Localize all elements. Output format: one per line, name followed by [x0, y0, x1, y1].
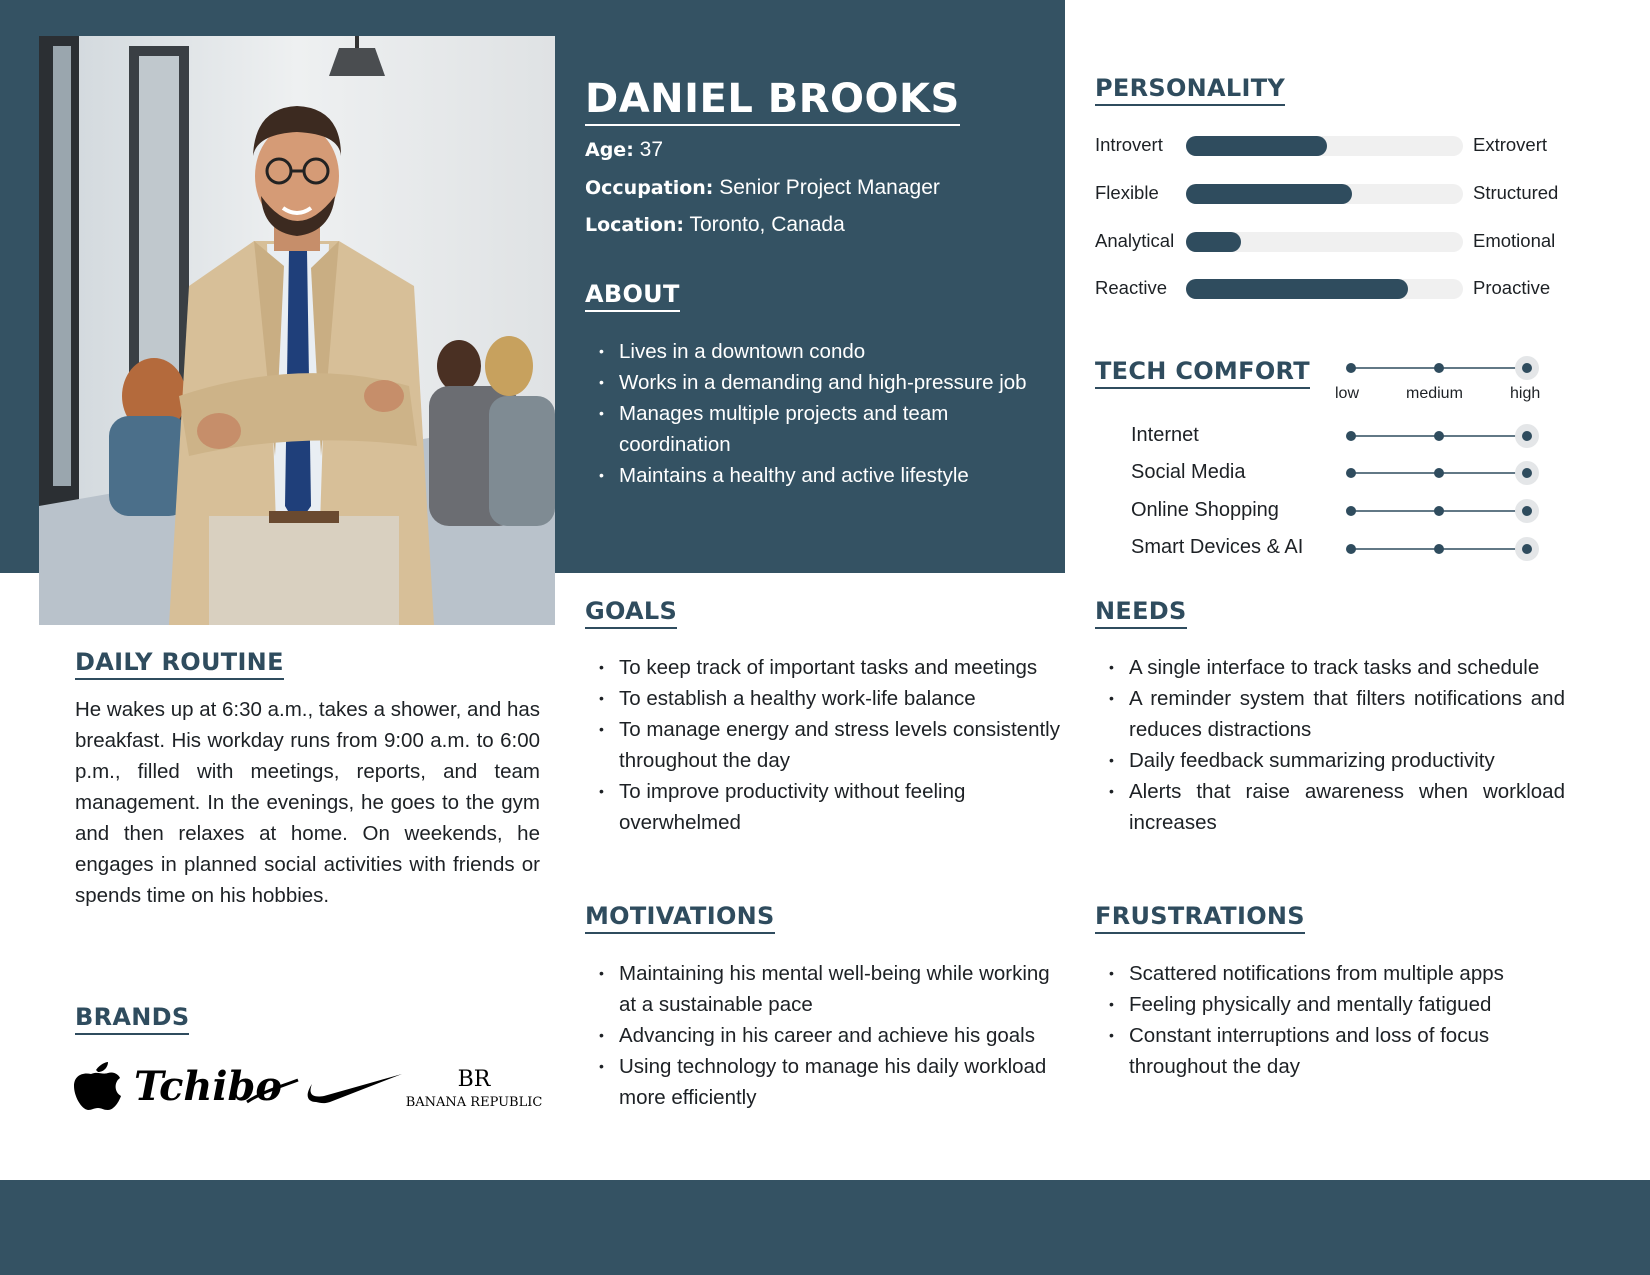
- list-item: • Lives in a downtown condo: [585, 336, 1045, 367]
- brands-heading: BRANDS: [75, 1003, 189, 1035]
- tchibo-wordmark: Tchibo: [134, 1063, 282, 1110]
- trait-slider: [1186, 279, 1463, 299]
- br-monogram: BR: [457, 1067, 491, 1092]
- trait-right-label: Extrovert: [1473, 134, 1548, 155]
- nike-swoosh-logo: [308, 1074, 402, 1103]
- footer-band: [0, 1180, 1650, 1275]
- trait-right-label: Proactive: [1473, 277, 1551, 298]
- trait-fill: [1186, 184, 1352, 204]
- list-item: • Using technology to manage his daily workload more efficiently: [585, 1051, 1060, 1113]
- trait-left-label: Flexible: [1095, 182, 1159, 203]
- list-item: • To improve productivity without feeling overwhelmed: [585, 776, 1060, 838]
- tech-item-label: Online Shopping: [1131, 499, 1279, 521]
- tech-item-label: Smart Devices & AI: [1131, 536, 1304, 558]
- persona-name: DANIEL BROOKS: [585, 76, 960, 126]
- brand-logos: [72, 1056, 542, 1112]
- persona-photo: [39, 36, 555, 625]
- trait-left-label: Reactive: [1095, 277, 1167, 298]
- trait-fill: [1186, 279, 1408, 299]
- tchibo-logo: [134, 1063, 298, 1110]
- trait-slider: [1186, 136, 1463, 156]
- trait-fill: [1186, 232, 1241, 252]
- age-value: 37: [639, 138, 663, 161]
- occupation-row: [585, 174, 940, 202]
- occupation-label: Occupation:: [585, 177, 714, 199]
- needs-heading: NEEDS: [1095, 597, 1187, 629]
- list-item: • Scattered notifications from multiple apps: [1095, 958, 1565, 989]
- personality-heading: PERSONALITY: [1095, 74, 1285, 106]
- apple-logo: [74, 1062, 121, 1110]
- list-item: • Feeling physically and mentally fatigued: [1095, 989, 1565, 1020]
- trait-right-label: Emotional: [1473, 230, 1556, 251]
- location-value: Toronto, Canada: [689, 213, 845, 236]
- tech-rating: [1343, 534, 1543, 564]
- needs-list: [1095, 652, 1565, 838]
- tech-rating: [1343, 458, 1543, 488]
- goals-list: [585, 652, 1060, 838]
- age-label: Age:: [585, 139, 634, 161]
- trait-left-label: Analytical: [1095, 230, 1175, 251]
- trait-slider: [1186, 184, 1463, 204]
- list-item: • A single interface to track tasks and schedule: [1095, 652, 1565, 683]
- list-item: • Alerts that raise awareness when workload increases: [1095, 776, 1565, 838]
- list-item: • Constant interruptions and loss of focus throughout the day: [1095, 1020, 1565, 1082]
- frustrations-list: [1095, 958, 1565, 1082]
- list-item: • To manage energy and stress levels consistently throughout the day: [585, 714, 1060, 776]
- location-row: [585, 211, 845, 239]
- tech-rating: [1343, 421, 1543, 451]
- goals-heading: GOALS: [585, 597, 677, 629]
- motivations-list: [585, 958, 1060, 1113]
- list-item: • Daily feedback summarizing productivity: [1095, 745, 1565, 776]
- tech-scale-header: [1343, 354, 1543, 384]
- scale-label-medium: medium: [1406, 385, 1463, 402]
- about-heading: ABOUT: [585, 280, 680, 312]
- location-label: Location:: [585, 214, 685, 236]
- tech-rating: [1343, 496, 1543, 526]
- list-item: • To keep track of important tasks and meetings: [585, 652, 1060, 683]
- occupation-value: Senior Project Manager: [719, 176, 940, 199]
- list-item: • Works in a demanding and high-pressure job: [585, 367, 1045, 398]
- banana-republic-logo: [406, 1067, 542, 1110]
- about-list: [585, 336, 1045, 491]
- age-row: [585, 136, 663, 164]
- tech-item-label: Social Media: [1131, 461, 1246, 483]
- list-item: • Maintaining his mental well-being while working at a sustainable pace: [585, 958, 1060, 1020]
- daily-routine-text: He wakes up at 6:30 a.m., takes a shower, and has breakfast. His workday runs from 9:00 a.m. to 6:00 p.m., filled with meetings, reports, and team management. In the evenings, he goes to the gym and then relaxes at home. On weekends, he engages in planned social activities with friends or spends time on his hobbies.: [75, 698, 540, 907]
- trait-fill: [1186, 136, 1327, 156]
- frustrations-heading: FRUSTRATIONS: [1095, 902, 1305, 934]
- trait-right-label: Structured: [1473, 182, 1559, 203]
- trait-slider: [1186, 232, 1463, 252]
- list-item: • Advancing in his career and achieve his goals: [585, 1020, 1060, 1051]
- scale-label-high: high: [1510, 385, 1541, 402]
- tech-item-label: Internet: [1131, 424, 1199, 446]
- tech-comfort-heading: TECH COMFORT: [1095, 357, 1310, 389]
- trait-left-label: Introvert: [1095, 134, 1163, 155]
- list-item: • Maintains a healthy and active lifestyle: [585, 460, 1045, 491]
- list-item: • A reminder system that filters notifications and reduces distractions: [1095, 683, 1565, 745]
- banana-republic-wordmark: BANANA REPUBLIC: [405, 1095, 542, 1110]
- daily-routine-heading: DAILY ROUTINE: [75, 648, 284, 680]
- list-item: • Manages multiple projects and team coordination: [585, 398, 1045, 460]
- list-item: • To establish a healthy work-life balance: [585, 683, 1060, 714]
- motivations-heading: MOTIVATIONS: [585, 902, 775, 934]
- scale-label-low: low: [1335, 385, 1360, 402]
